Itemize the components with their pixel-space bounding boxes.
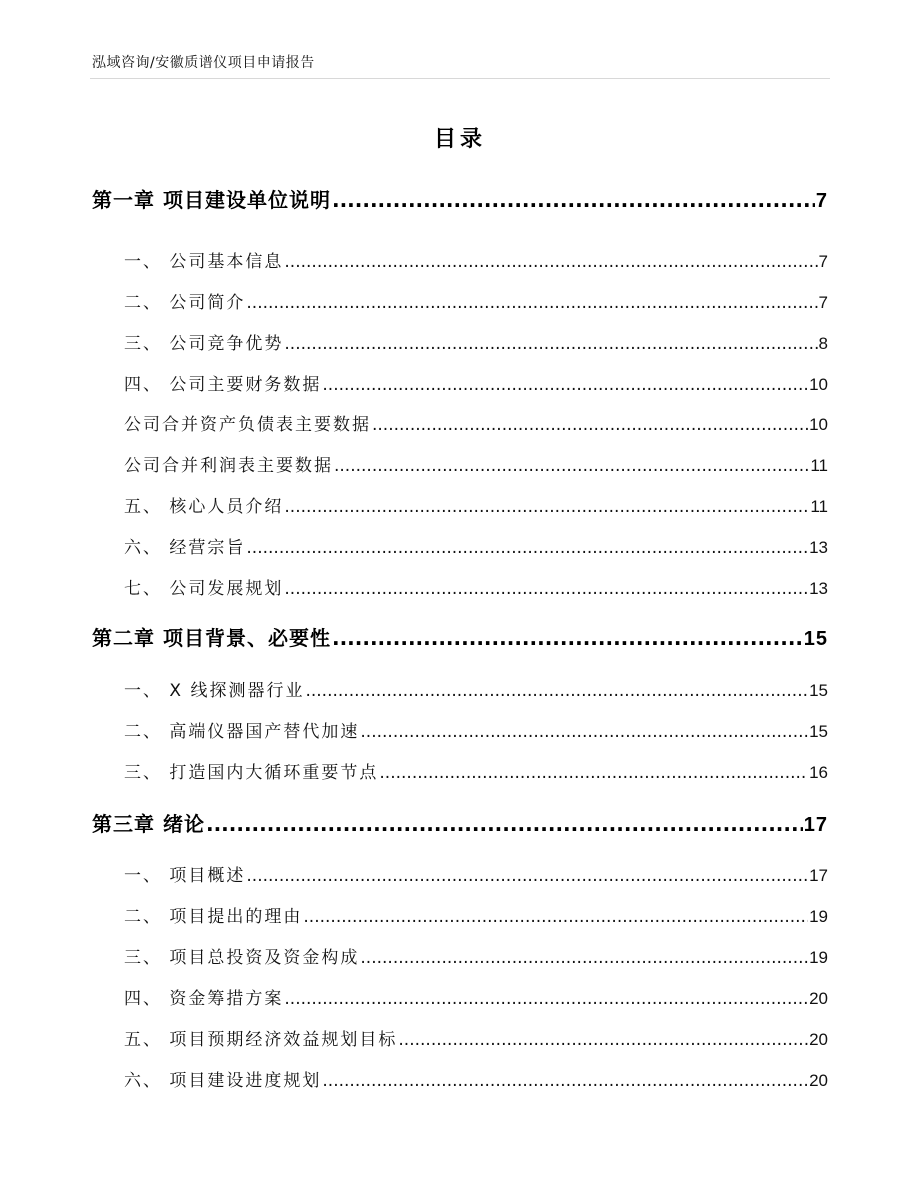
toc-page-number: 11	[810, 456, 828, 475]
toc-page-number: 19	[809, 907, 828, 926]
dot-leader	[284, 252, 817, 272]
toc-entry-label: 二、 公司简介	[124, 293, 246, 313]
toc-page-number: 11	[810, 497, 828, 516]
dot-leader	[360, 948, 808, 968]
toc-section-entry[interactable]	[124, 370, 828, 395]
toc-entry-label: 三、 项目总投资及资金构成	[124, 948, 360, 968]
dot-leader	[322, 1071, 808, 1091]
toc-entry-label: 二、 高端仪器国产替代加速	[124, 722, 360, 742]
toc-page-number: 13	[809, 579, 828, 598]
toc-section-entry[interactable]	[124, 676, 828, 701]
toc-page-number: 17	[803, 814, 828, 836]
toc-page-number: 15	[809, 722, 828, 741]
dot-leader	[360, 722, 808, 742]
dot-leader	[303, 907, 808, 927]
toc-entry-label: 一、 项目概述	[124, 866, 246, 886]
toc-page-number: 7	[818, 293, 828, 312]
dot-leader	[332, 188, 815, 212]
dot-leader	[246, 293, 817, 313]
header-divider	[90, 78, 830, 79]
dot-leader	[284, 989, 808, 1009]
toc-page-number: 17	[809, 866, 828, 885]
toc-page-number: 10	[809, 415, 828, 434]
page-header: 泓域咨询/安徽质谱仪项目申请报告	[92, 55, 315, 71]
toc-section-entry[interactable]	[124, 1066, 828, 1091]
toc-section-entry[interactable]	[124, 861, 828, 886]
toc-page-number: 8	[818, 334, 828, 353]
toc-page-number: 15	[803, 628, 828, 650]
toc-page-number: 20	[809, 989, 828, 1008]
dot-leader	[284, 497, 809, 517]
toc-entry-label: 第一章 项目建设单位说明	[92, 188, 331, 212]
toc-section-entry[interactable]	[124, 492, 828, 517]
toc-section-entry[interactable]	[124, 574, 828, 599]
toc-section-entry[interactable]	[124, 288, 828, 313]
dot-leader	[246, 538, 808, 558]
toc-section-entry[interactable]	[124, 943, 828, 968]
dot-leader	[284, 579, 808, 599]
toc-section-entry[interactable]	[124, 717, 828, 742]
toc-section-entry[interactable]	[124, 329, 828, 354]
toc-entry-label: 公司合并资产负债表主要数据	[124, 415, 371, 435]
toc-page-number: 20	[809, 1030, 828, 1049]
toc-chapter-3[interactable]	[92, 808, 828, 837]
toc-section-entry[interactable]	[124, 758, 828, 783]
toc-page-number: 7	[818, 252, 828, 271]
toc-title: 目录	[433, 127, 486, 152]
toc-entry-label: 四、 资金筹措方案	[124, 989, 284, 1009]
dot-leader	[246, 866, 808, 886]
toc-entry-label: 五、 项目预期经济效益规划目标	[124, 1030, 398, 1050]
dot-leader	[332, 626, 803, 650]
toc-section-entry[interactable]	[124, 984, 828, 1009]
toc-page-number: 16	[809, 763, 828, 782]
toc-entry-label: 第三章 绪论	[92, 812, 205, 836]
dot-leader	[322, 375, 808, 395]
toc-chapter-2[interactable]	[92, 622, 828, 651]
toc-entry-label: 三、 公司竞争优势	[124, 334, 284, 354]
dot-leader	[334, 456, 809, 476]
toc-section-entry[interactable]	[124, 902, 828, 927]
toc-page-number: 15	[809, 681, 828, 700]
toc-entry-label: 公司合并利润表主要数据	[124, 456, 333, 476]
toc-page-number: 13	[809, 538, 828, 557]
toc-entry-label: 第二章 项目背景、必要性	[92, 626, 331, 650]
toc-section-entry[interactable]	[124, 1025, 828, 1050]
toc-page-number: 20	[809, 1071, 828, 1090]
toc-page-number: 19	[809, 948, 828, 967]
dot-leader	[305, 681, 808, 701]
toc-section-entry[interactable]	[124, 533, 828, 558]
dot-leader	[379, 763, 808, 783]
toc-entry-label: 六、 项目建设进度规划	[124, 1071, 322, 1091]
toc-page-number: 7	[815, 190, 828, 212]
dot-leader	[398, 1030, 808, 1050]
toc-section-entry[interactable]	[124, 451, 828, 476]
toc-section-entry[interactable]	[124, 410, 828, 435]
dot-leader	[372, 415, 808, 435]
toc-entry-label: 一、 X 线探测器行业	[124, 681, 305, 701]
toc-entry-label: 六、 经营宗旨	[124, 538, 246, 558]
toc-entry-label: 五、 核心人员介绍	[124, 497, 284, 517]
dot-leader	[206, 812, 803, 836]
toc-entry-label: 四、 公司主要财务数据	[124, 375, 322, 395]
toc-page-number: 10	[809, 375, 828, 394]
toc-entry-label: 三、 打造国内大循环重要节点	[124, 763, 379, 783]
toc-entry-label: 二、 项目提出的理由	[124, 907, 303, 927]
toc-chapter-1[interactable]	[92, 184, 828, 213]
toc-section-entry[interactable]	[124, 247, 828, 272]
dot-leader	[284, 334, 817, 354]
toc-entry-label: 一、 公司基本信息	[124, 252, 284, 272]
toc-entry-label: 七、 公司发展规划	[124, 579, 284, 599]
